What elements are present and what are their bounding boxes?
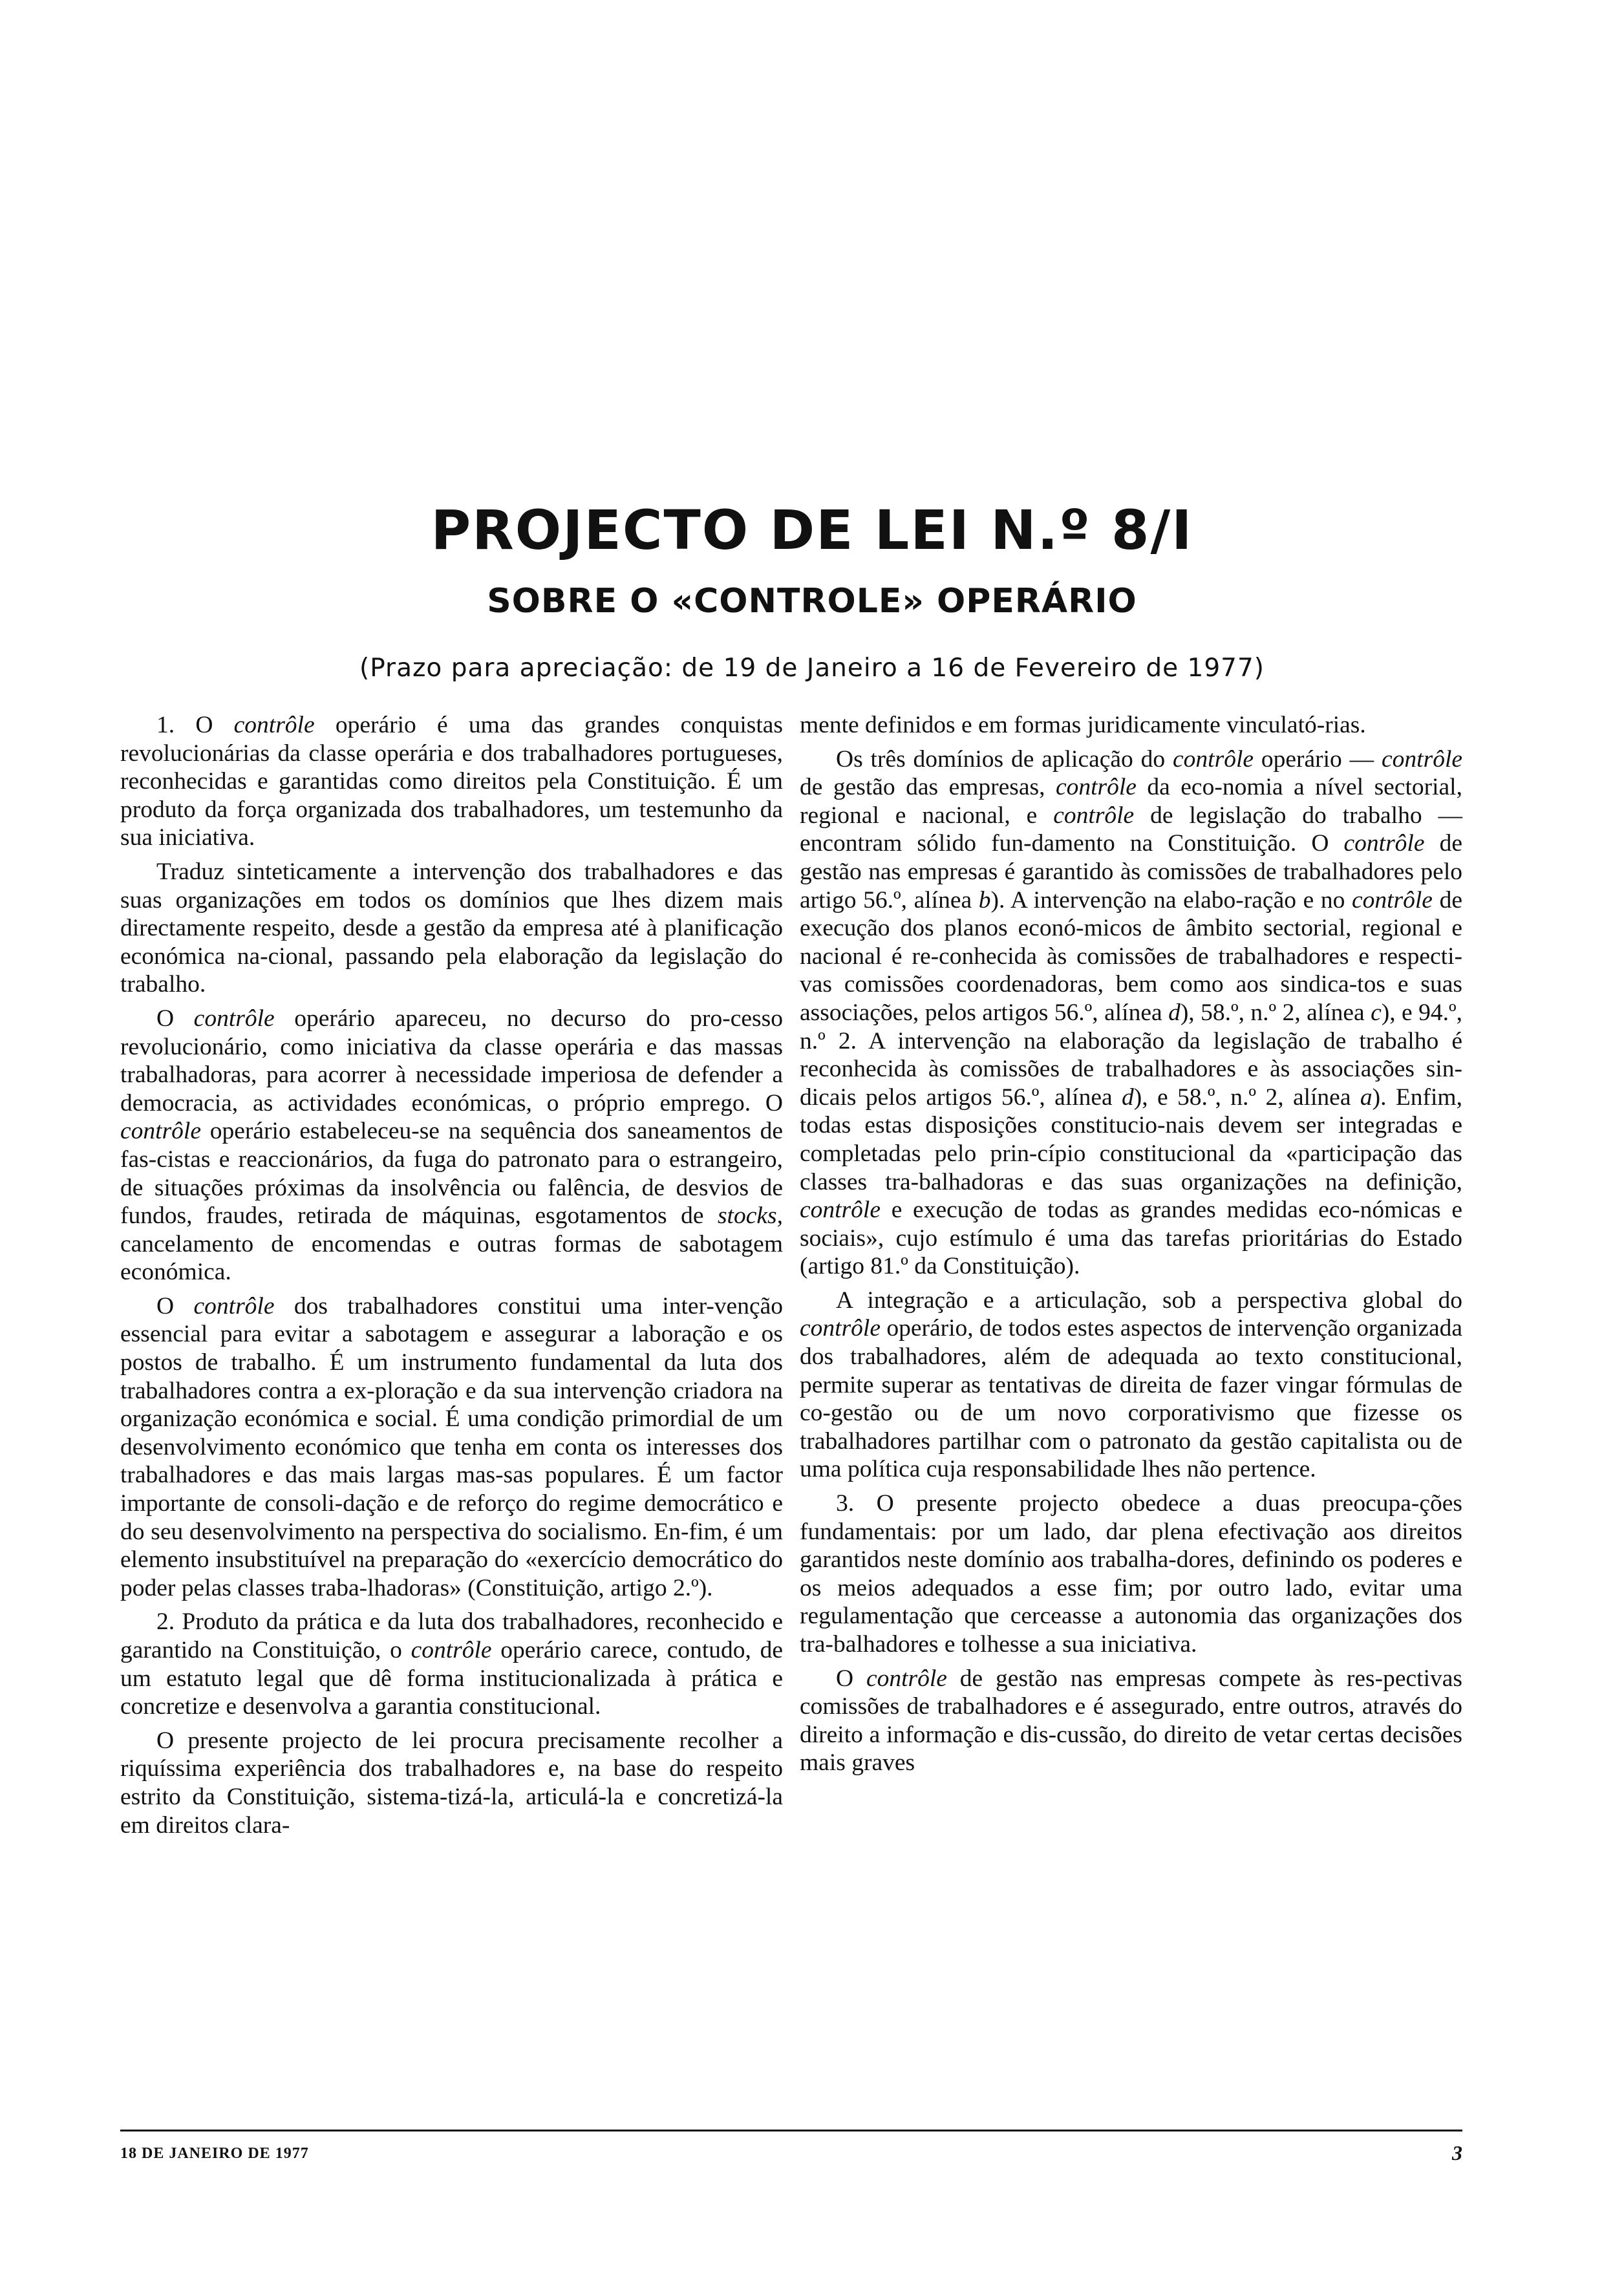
italic-text: a: [1360, 1084, 1373, 1111]
text-run: ). Enfim, todas estas disposições constitucio-nais devem ser integradas e completadas pelo prin-cípio constitucional da «participação das classes tra-balhadoras e das suas organizações na definição,: [800, 1084, 1462, 1195]
italic-text: stocks,: [717, 1202, 783, 1230]
text-run: ), 58.º, n.º 2, alínea: [1180, 999, 1371, 1026]
text-run: cancelamento de encomendas e outras formas de sabotagem económica.: [120, 1230, 783, 1286]
paragraph: [800, 1665, 1462, 1777]
text-column-left: [120, 711, 783, 1845]
document-subtitle: SOBRE O «CONTROLE» OPERÁRIO: [487, 582, 1137, 621]
italic-text: d: [1168, 999, 1181, 1026]
text-run: Traduz sinteticamente a intervenção dos trabalhadores e das suas organizações em todos os domínios que lhes dizem mais directamente respeito, desde a gestão da empresa até à planificação económica na-cional, passando pela elaboração da legislação do trabalho.: [120, 858, 783, 998]
text-run: O: [836, 1665, 866, 1692]
text-column-right: [800, 711, 1462, 1783]
text-run: ), e 58.º, n.º 2, alínea: [1133, 1084, 1360, 1111]
italic-text: contrôle: [193, 1005, 275, 1032]
italic-text: contrôle: [800, 1197, 881, 1224]
text-run: operário, de todos estes aspectos de intervenção organizada dos trabalhadores, além de adequada ao texto constitucional, permite superar as tentativas de direita de fazer vingar fórmulas de co-gestão ou de um novo corporativismo que fizesse os trabalhadores partilhar com o patronato da gestão capitalista ou de uma política cuja responsabilidade lhes não pertence.: [800, 1315, 1462, 1483]
italic-text: c: [1371, 999, 1382, 1026]
italic-text: contrôle: [120, 1118, 201, 1145]
paragraph: [800, 1490, 1462, 1659]
document-title: PROJECTO DE LEI N.º 8/I: [431, 498, 1193, 562]
italic-text: contrôle: [1382, 745, 1463, 773]
text-run: O: [156, 1005, 194, 1032]
italic-text: contrôle: [800, 1315, 881, 1342]
page-number: 3: [1452, 2141, 1462, 2164]
paragraph: [120, 711, 783, 852]
paragraph: [120, 858, 783, 999]
text-run: A integração e a articulação, sob a perspectiva global do: [836, 1287, 1462, 1314]
italic-text: d: [1122, 1084, 1134, 1111]
italic-text: contrôle: [1343, 830, 1425, 857]
text-run: ). A intervenção na elabo-ração e no: [990, 886, 1352, 913]
italic-text: contrôle: [193, 1292, 275, 1319]
paragraph: [120, 1292, 783, 1603]
paragraph: [800, 1287, 1462, 1484]
paragraph: [120, 1608, 783, 1720]
text-run: e execução de todas as grandes medidas eco-nómicas e sociais», cujo estímulo é uma das tarefas prioritárias do Estado (artigo 81.º da Constituição).: [800, 1197, 1462, 1280]
text-run: 2. Produto da prática e da luta dos trabalhadores, reconhecido e garantido na Constituição, o: [120, 1608, 783, 1663]
text-run: de legislação do trabalho — encontram sólido fun-damento na Constituição. O: [800, 802, 1462, 857]
italic-text: contrôle: [1173, 745, 1254, 773]
text-run: 3. O presente projecto obedece a duas preocupa-ções fundamentais: por um lado, dar plena efectivação aos direitos garantidos neste domínio aos trabalha-dores, definindo os poderes e os meios adequados a esse fim; por outro lado, evitar uma regulamentação que cerceasse a autonomia das organizações dos tra-balhadores e tolhesse a sua iniciativa.: [800, 1490, 1462, 1658]
text-run: de gestão nas empresas é garantido às comissões de trabalhadores pelo artigo 56.º, alínea: [800, 830, 1462, 913]
italic-text: contrôle: [233, 712, 315, 738]
text-run: da eco-nomia a nível sectorial, regional e nacional, e: [800, 774, 1462, 829]
paragraph: [120, 1727, 783, 1839]
text-run: O presente projecto de lei procura precisamente recolher a riquíssima experiência dos trabalhadores e, na base do respeito estrito da Constituição, sistema-tizá-la, articulá-la e concretizá-la em direitos clara-: [120, 1727, 783, 1839]
italic-text: b: [978, 886, 991, 913]
appraisal-period: (Prazo para apreciação: de 19 de Janeiro a 16 de Fevereiro de 1977): [359, 654, 1265, 683]
text-run: 1. O: [156, 712, 234, 738]
text-run: operário apareceu, no decurso do pro-cesso revolucionário, como iniciativa da classe operária e das massas trabalhadoras, para acorrer à necessidade imperiosa de defender a democracia, as actividades económicas, o próprio emprego. O: [120, 1005, 783, 1116]
italic-text: contrôle: [866, 1665, 947, 1692]
text-run: ), e 94.º, n.º 2. A intervenção na elaboração da legislação de trabalho é reconhecida às comissões de trabalhadores e às associações sin-dicais pelos artigos 56.º, alínea: [800, 999, 1462, 1111]
italic-text: contrôle: [1053, 802, 1135, 829]
italic-text: contrôle: [411, 1637, 492, 1663]
text-run: mente definidos e em formas juridicamente vinculató-rias.: [800, 712, 1366, 738]
text-run: dos trabalhadores constitui uma inter-venção essencial para evitar a sabotagem e assegurar a laboração e os postos de trabalho. É um instrumento fundamental da luta dos trabalhadores contra a ex-ploração e da sua intervenção criadora na organização económica e social. É uma condição primordial de um desenvolvimento económico que tenha em conta os interesses dos trabalhadores e das mais largas mas-sas populares. É um factor importante de consoli-dação e de reforço do regime democrático e do seu desenvolvimento na perspectiva do socialismo. En-fim, é um elemento insubstituível na preparação do «exercício democrático do poder pelas classes traba-lhadoras» (Constituição, artigo 2.º).: [120, 1292, 783, 1601]
paragraph: [120, 1005, 783, 1287]
text-run: operário carece, contudo, de um estatuto legal que dê forma institucionalizada à prática e concretize e desenvolva a garantia constitucional.: [120, 1637, 783, 1720]
text-run: operário —: [1254, 745, 1382, 773]
paragraph: [800, 745, 1462, 1281]
text-run: Os três domínios de aplicação do: [836, 745, 1173, 773]
paragraph: [800, 711, 1462, 740]
text-run: de gestão nas empresas compete às res-pectivas comissões de trabalhadores e é assegurado, entre outros, através do direito a informação e dis-cussão, do direito de vetar certas decisões mais graves: [800, 1665, 1462, 1777]
italic-text: contrôle: [1055, 774, 1137, 801]
footer-date: 18 DE JANEIRO DE 1977: [120, 2145, 309, 2162]
text-run: O: [156, 1292, 194, 1319]
italic-text: contrôle: [1351, 886, 1433, 913]
text-run: operário é uma das grandes conquistas revolucionárias da classe operária e dos trabalhadores portugueses, reconhecidas e garantidas como direitos pela Constituição. É um produto da força organizada dos trabalhadores, um testemunho da sua iniciativa.: [120, 712, 783, 851]
text-run: de gestão das empresas,: [800, 774, 1056, 801]
footer-divider: [120, 2130, 1462, 2131]
text-run: de execução dos planos econó-micos de âmbito sectorial, regional e nacional é re-conhecida às comissões de trabalhadores e respecti-vas comissões coordenadoras, bem como aos sindica-tos e suas associações, pelos artigos 56.º, alínea: [800, 886, 1462, 1026]
text-run: operário estabeleceu-se na sequência dos saneamentos de fas-cistas e reaccionários, da fuga do patronato para o estrangeiro, de situações próximas da insolvência ou falência, de desvios de fundos, fraudes, retirada de máquinas, esgotamentos de: [120, 1118, 783, 1230]
